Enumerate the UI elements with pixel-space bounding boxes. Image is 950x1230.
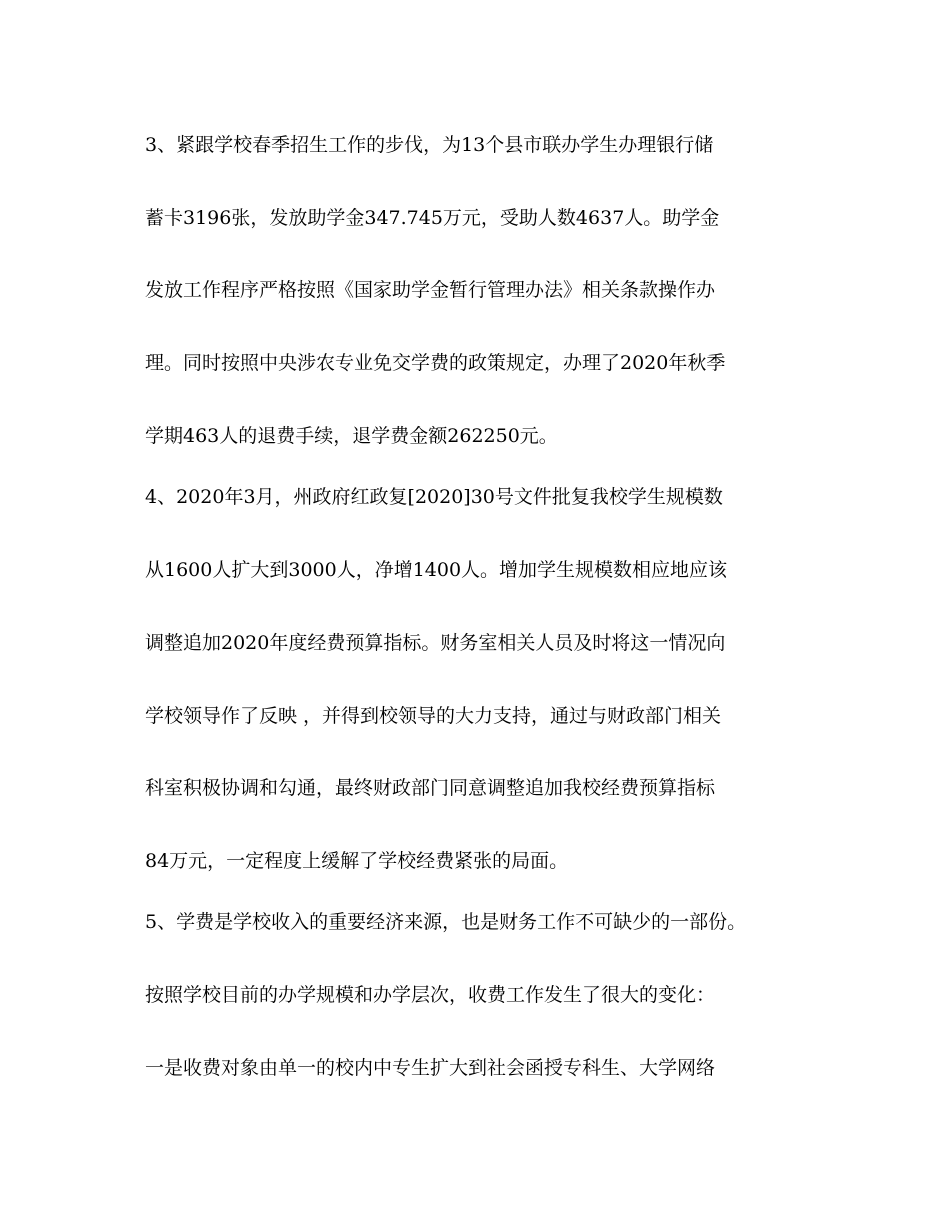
paragraph-3-line-2: 蓄卡3196张，发放助学金347.745万元，受助人数4637人。助学金 <box>145 207 720 229</box>
paragraph-4-line-5: 科室积极协调和勾通，最终财政部门同意调整追加我校经费预算指标 <box>145 777 716 799</box>
paragraph-4-line-4: 学校领导作了反映 ，并得到校领导的大力支持，通过与财政部门相关 <box>145 705 722 727</box>
paragraph-4-line-1: 4、2020年3月，州政府红政复[2020]30号文件批复我校学生规模数 <box>145 486 723 508</box>
paragraph-3-line-5: 学期463人的退费手续，退学费金额262250元。 <box>145 425 558 447</box>
paragraph-3-line-1: 3、紧跟学校春季招生工作的步伐，为13个县市联办学生办理银行储 <box>145 134 714 156</box>
paragraph-4-line-2: 从1600人扩大到3000人，净增1400人。增加学生规模数相应地应该 <box>145 559 728 581</box>
paragraph-5-line-2: 按照学校目前的办学规模和办学层次，收费工作发生了很大的变化： <box>145 984 716 1006</box>
paragraph-5-line-1: 5、学费是学校收入的重要经济来源，也是财务工作不可缺少的一部份。 <box>145 911 747 933</box>
paragraph-5-line-3: 一是收费对象由单一的校内中专生扩大到社会函授专科生、大学网络 <box>145 1057 716 1079</box>
paragraph-3-line-3: 发放工作程序严格按照《国家助学金暂行管理办法》相关条款操作办 <box>145 279 716 301</box>
paragraph-3-line-4: 理。同时按照中央涉农专业免交学费的政策规定，办理了2020年秋季 <box>145 352 726 374</box>
paragraph-4-line-3: 调整追加2020年度经费预算指标。财务室相关人员及时将这一情况向 <box>145 632 726 654</box>
paragraph-4-line-6: 84万元，一定程度上缓解了学校经费紧张的局面。 <box>145 850 569 872</box>
